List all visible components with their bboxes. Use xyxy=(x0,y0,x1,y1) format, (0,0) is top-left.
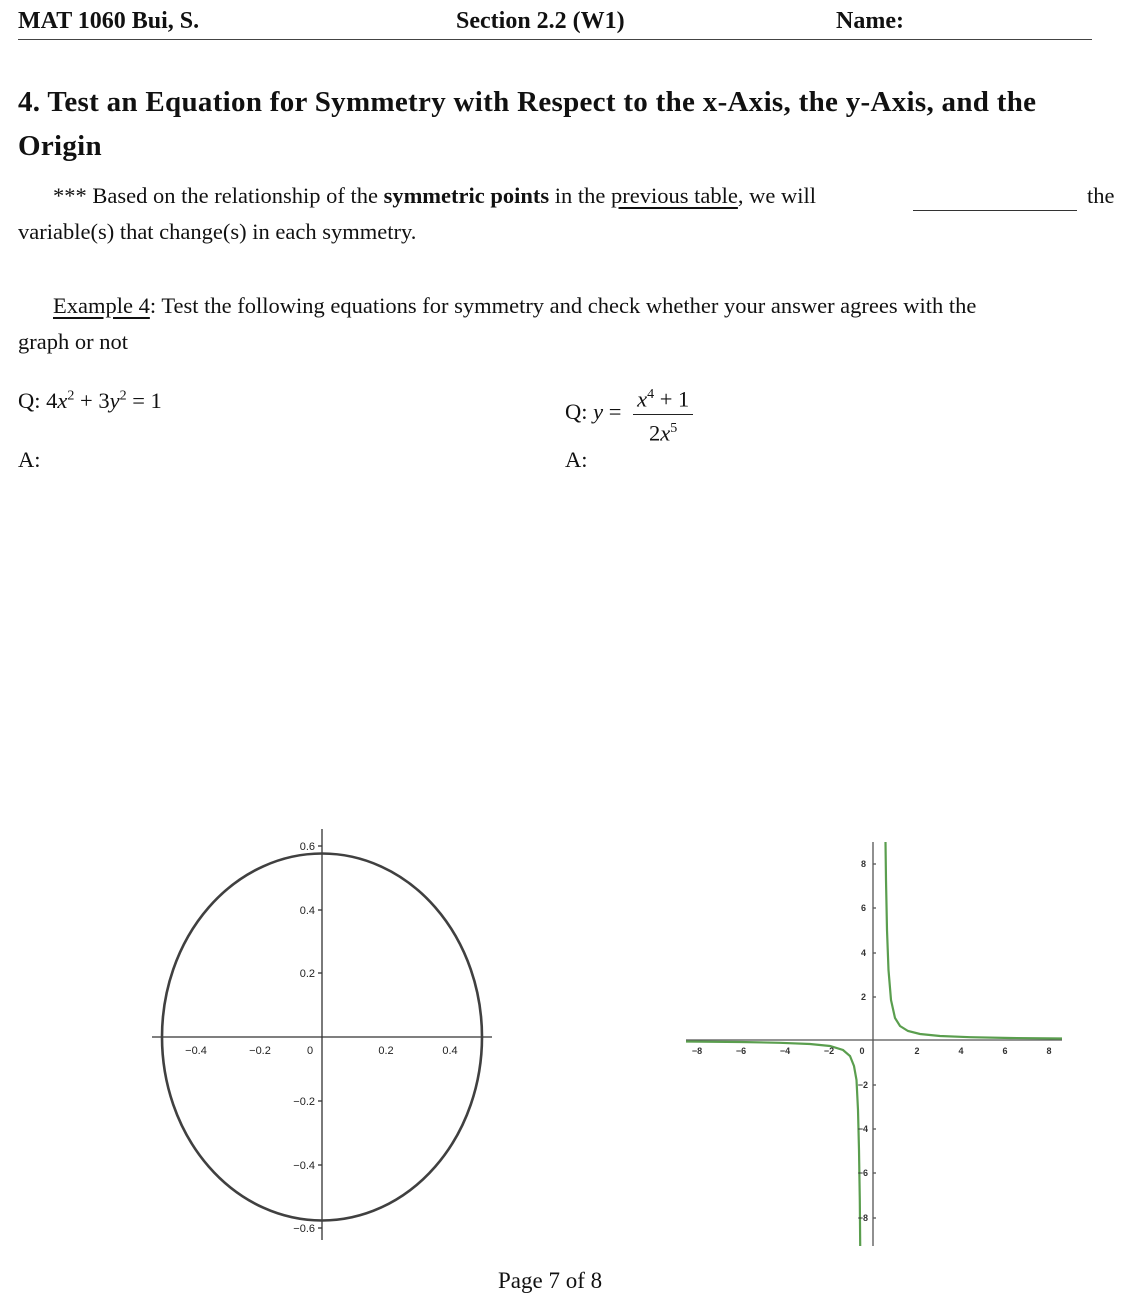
svg-text:−4: −4 xyxy=(857,1124,868,1134)
example-label: Example 4 xyxy=(53,293,150,318)
svg-text:6: 6 xyxy=(1002,1046,1008,1056)
note-line-2: variable(s) that change(s) in each symmetry. xyxy=(18,219,417,244)
svg-text:8: 8 xyxy=(860,859,866,869)
svg-text:−6: −6 xyxy=(735,1046,747,1056)
y-tick: 0.2 xyxy=(299,968,315,980)
header-course: MAT 1060 Bui, S. xyxy=(18,8,200,34)
y-tick: 0.4 xyxy=(299,905,315,917)
problem-2-answer-label: A: xyxy=(565,447,588,472)
curve-left-branch xyxy=(686,1042,860,1247)
header-section: Section 2.2 (W1) xyxy=(456,8,625,34)
q-label: Q: xyxy=(18,388,41,413)
x-tick: 0.2 xyxy=(378,1045,394,1057)
svg-text:−8: −8 xyxy=(691,1046,703,1056)
x-tick: −0.4 xyxy=(185,1045,207,1057)
x-tick: 0 xyxy=(306,1045,314,1057)
svg-text:4: 4 xyxy=(860,948,866,958)
example-line-2: graph or not xyxy=(18,329,128,354)
x-tick: −0.2 xyxy=(249,1045,271,1057)
svg-text:−8: −8 xyxy=(857,1213,868,1223)
svg-text:2: 2 xyxy=(914,1046,920,1056)
svg-text:2: 2 xyxy=(860,992,866,1002)
header-name-label: Name: xyxy=(836,8,904,34)
note-after-link: , we will xyxy=(737,183,817,208)
equation-1: $4x^2 + 3y^2 = 1$ xyxy=(46,388,162,413)
note-mid: in the xyxy=(549,183,612,208)
svg-text:−2: −2 xyxy=(857,1080,868,1090)
note-bold: symmetric points xyxy=(383,183,550,208)
svg-text:0: 0 xyxy=(859,1046,865,1056)
equation-2-lhs: y = xyxy=(593,399,622,425)
svg-text:−6: −6 xyxy=(857,1168,868,1178)
y-tick: 0.6 xyxy=(299,841,315,853)
curve-right-branch xyxy=(886,842,1063,1039)
section-title: 4. Test an Equation for Symmetry with Respect to the x-Axis, the y-Axis, and the Origin xyxy=(18,86,1037,162)
q-label: Q: xyxy=(565,399,588,425)
y-tick: −0.4 xyxy=(293,1160,315,1172)
numerator: $x^4 + 1$ xyxy=(633,381,693,415)
previous-table-link[interactable]: previous table xyxy=(611,183,738,208)
svg-text:6: 6 xyxy=(860,903,866,913)
page-number: Page 7 of 8 xyxy=(498,1268,603,1293)
rational-graph xyxy=(686,842,1062,1246)
y-tick: −0.6 xyxy=(293,1223,315,1235)
problem-1-answer-label: A: xyxy=(18,447,41,472)
svg-text:−4: −4 xyxy=(779,1046,791,1056)
svg-text:4: 4 xyxy=(958,1046,964,1056)
note-prefix: *** Based on the relationship of the xyxy=(53,183,384,208)
svg-text:8: 8 xyxy=(1046,1046,1052,1056)
svg-text:−2: −2 xyxy=(823,1046,835,1056)
y-tick: −0.2 xyxy=(293,1096,315,1108)
denominator: $2x^5$ xyxy=(649,420,678,445)
note-end: the xyxy=(1087,183,1115,208)
x-tick: 0.4 xyxy=(442,1045,458,1057)
example-text: : Test the following equations for symmetry and check whether your answer agrees with the xyxy=(149,293,977,318)
